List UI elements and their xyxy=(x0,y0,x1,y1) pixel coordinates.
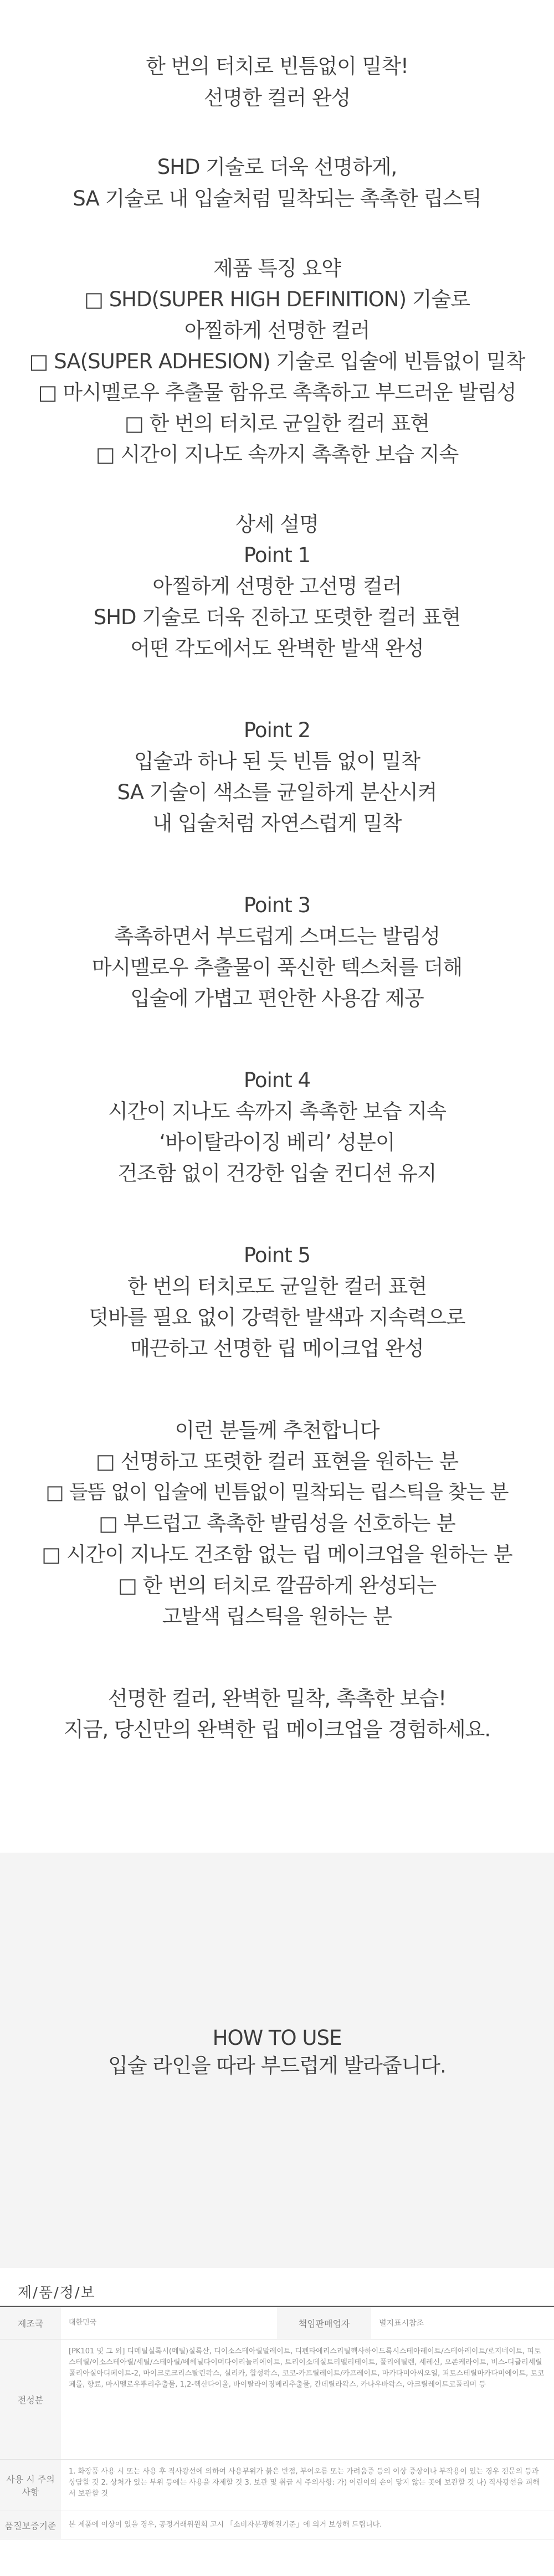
recommend-item: □ 한 번의 터치로 깔끔하게 완성되는 xyxy=(117,1574,437,1597)
point-2-title: Point 2 xyxy=(243,718,311,742)
intro-line-1: SHD 기술로 더욱 선명하게, xyxy=(157,155,397,179)
origin-value: 대한민국 xyxy=(69,2318,97,2327)
point-2-text: 내 입술처럼 자연스럽게 밀착 xyxy=(152,811,402,835)
point-3-text: 촉촉하면서 부드럽게 스며드는 발림성 xyxy=(114,924,440,948)
point-1-text: 아찔하게 선명한 고선명 컬러 xyxy=(152,574,402,598)
origin-label: 제조국 xyxy=(0,2307,61,2339)
headline-line-2: 선명한 컬러 완성 xyxy=(203,86,351,110)
product-info-title: 제/품/정/보 xyxy=(18,2285,96,2301)
point-4-text: 시간이 지나도 속까지 촉촉한 보습 지속 xyxy=(108,1099,446,1123)
intro-line-2: SA 기술로 내 입술처럼 밀착되는 촉촉한 립스틱 xyxy=(73,187,481,210)
caution-label: 사용 시 주의사항 xyxy=(0,2460,61,2511)
product-info-table xyxy=(0,2306,554,2539)
recommend-item: □ 부드럽고 촉촉한 발림성을 선호하는 분 xyxy=(99,1511,455,1535)
feature-item: □ 한 번의 터치로 균일한 컬러 표현 xyxy=(124,412,430,435)
feature-item: □ 시간이 지나도 속까지 촉촉한 보습 지속 xyxy=(95,443,459,466)
point-5-text: 매끈하고 선명한 립 메이크업 완성 xyxy=(130,1336,424,1360)
details-heading: 상세 설명 xyxy=(235,512,319,536)
headline-line-1: 한 번의 터치로 빈틈없이 밀착! xyxy=(146,54,408,78)
point-4-title: Point 4 xyxy=(243,1068,311,1092)
guarantee-value: 본 제품에 이상이 있을 경우, 공정거래위원회 고시 「소비자분쟁해결기준」에 의거 보상해 드립니다. xyxy=(69,2521,382,2529)
feature-item: □ SA(SUPER ADHESION) 기술로 입술에 빈틈없이 밀착 xyxy=(29,349,525,373)
point-1-title: Point 1 xyxy=(243,543,311,567)
table-row xyxy=(0,2511,554,2539)
point-3-title: Point 3 xyxy=(243,893,311,917)
caution-value: 1. 화장품 사용 시 또는 사용 후 직사광선에 의하여 사용부위가 붉은 반점, 부어오름 또는 가려움증 등의 이상 증상이나 부작용이 있는 경우 전문의 등과 상담할 것 2. 상처가 있는 부위 등에는 사용을 자제할 것 3. 보관 및 취급 시 주의사항: 가) 어린이의 손이 닿지 않는 곳에 보관할 것 나) 직사광선을 피해서 보관할 것 xyxy=(69,2467,540,2498)
table-row xyxy=(0,2307,554,2340)
features-heading: 제품 특징 요약 xyxy=(213,256,341,280)
closing-line-2: 지금, 당신만의 완벽한 립 메이크업을 경험하세요. xyxy=(63,1718,491,1741)
point-3-text: 입술에 가볍고 편안한 사용감 제공 xyxy=(130,986,424,1010)
table-row xyxy=(0,2460,554,2511)
closing-line-1: 선명한 컬러, 완벽한 밀착, 촉촉한 보습! xyxy=(107,1687,447,1710)
feature-item: □ SHD(SUPER HIGH DEFINITION) 기술로 xyxy=(84,287,470,311)
recommend-item: □ 시간이 지나도 건조함 없는 립 메이크업을 원하는 분 xyxy=(42,1542,512,1566)
point-4-text: 건조함 없이 건강한 입술 컨디션 유지 xyxy=(117,1161,437,1185)
point-2-text: 입술과 하나 된 듯 빈틈 없이 밀착 xyxy=(134,749,420,773)
feature-item: □ 마시멜로우 추출물 함유로 촉촉하고 부드러운 발림성 xyxy=(38,381,516,404)
point-5-title: Point 5 xyxy=(243,1243,311,1267)
ingredients-label: 전성분 xyxy=(0,2340,61,2459)
table-row xyxy=(0,2340,554,2460)
how-to-use-title: HOW TO USE xyxy=(212,2026,342,2050)
ingredients-value: [PK101 및 그 외] 디메틸실록시(메틸)실록산, 디이소스테아릴말레이트, 디펜타에리스리틸헥사하이드록시스테아레이트/스테아레이트/로지네이트, 피토스테릴/이소스테아릴/세틸/스테아릴/베헤닐다이머다이리놀리에이트, 트리이소데실트리멜리테이트, 폴리에틸렌, 세레신, 오존케라이트, 비스-디글리세릴폴리아실아디페이트-2, 마이크로크리스탈린왁스, 실리카, 합성왁스, 코코-카프릴레이트/카프레이트, 마카다미아씨오일, 피토스테릴마카다미에이트, 토코페롤, 향료, 마시멜로우뿌리추출물, 1,2-헥산다이올, 바이탈라이징베리추출물, 칸데릴라왁스, 카나우바왁스, 아크릴레이트코폴리머 등 xyxy=(69,2347,545,2389)
point-5-text: 덧바를 필요 없이 강력한 발색과 지속력으로 xyxy=(89,1305,465,1329)
recommend-item: □ 선명하고 또렷한 컬러 표현을 원하는 분 xyxy=(95,1449,459,1473)
point-4-text: ‘바이탈라이징 베리’ 성분이 xyxy=(159,1130,395,1154)
seller-value: 별지표시참조 xyxy=(379,2319,424,2328)
guarantee-label: 품질보증기준 xyxy=(0,2511,61,2539)
recommend-item: 고발색 립스틱을 원하는 분 xyxy=(162,1605,392,1628)
point-5-text: 한 번의 터치로도 균일한 컬러 표현 xyxy=(127,1274,427,1298)
point-3-text: 마시멜로우 추출물이 푹신한 텍스처를 더해 xyxy=(91,955,463,979)
recommend-heading: 이런 분들께 추천합니다 xyxy=(175,1418,379,1442)
point-1-text: SHD 기술로 더욱 진하고 또렷한 컬러 표현 xyxy=(93,605,461,629)
point-1-text: 어떤 각도에서도 완벽한 발색 완성 xyxy=(130,636,424,660)
how-to-use-text: 입술 라인을 따라 부드럽게 발라줍니다. xyxy=(108,2054,446,2078)
point-2-text: SA 기술이 색소를 균일하게 분산시켜 xyxy=(117,780,437,804)
feature-item: 아찔하게 선명한 컬러 xyxy=(184,318,370,342)
seller-label: 책임판매업자 xyxy=(277,2307,371,2339)
recommend-item: □ 들뜸 없이 입술에 빈틈없이 밀착되는 립스틱을 찾는 분 xyxy=(45,1482,509,1504)
